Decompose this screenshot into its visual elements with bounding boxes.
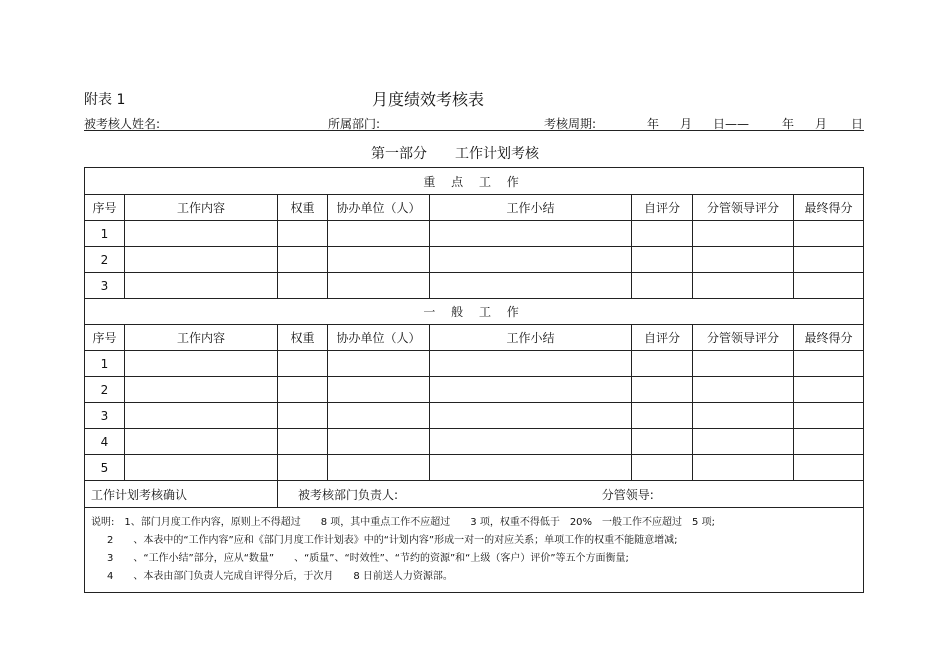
- column-header: 工作内容: [125, 195, 278, 221]
- cell-work-content[interactable]: [125, 455, 278, 481]
- cell-self-score[interactable]: [632, 221, 693, 247]
- column-header: 权重: [278, 325, 328, 351]
- table-row: [85, 273, 864, 299]
- cell-work-content[interactable]: [125, 351, 278, 377]
- cell-final-score[interactable]: [794, 247, 864, 273]
- row-number: 1: [85, 221, 125, 247]
- table-row: [85, 403, 864, 429]
- cell-work-content[interactable]: [125, 377, 278, 403]
- confirmation-row: [85, 481, 864, 508]
- column-header: 最终得分: [794, 195, 864, 221]
- column-header: 自评分: [632, 325, 693, 351]
- row-number: 3: [85, 403, 125, 429]
- cell-weight[interactable]: [278, 377, 328, 403]
- row-number: 5: [85, 455, 125, 481]
- cell-self-score[interactable]: [632, 351, 693, 377]
- note-line: 3 、“工作小结”部分，应从“数量” 、“质量”、“时效性”、“节约的资源”和“上级（客户）评价”等五个方面衡量;: [107, 553, 629, 564]
- cell-final-score[interactable]: [794, 377, 864, 403]
- cell-assist-unit[interactable]: [328, 351, 430, 377]
- notes-cell: [85, 508, 864, 593]
- cell-assist-unit[interactable]: [328, 455, 430, 481]
- period-month-2: 月: [815, 117, 828, 131]
- period-day-2: 日: [851, 117, 864, 131]
- cell-assist-unit[interactable]: [328, 273, 430, 299]
- cell-weight[interactable]: [278, 455, 328, 481]
- row-number: 2: [85, 247, 125, 273]
- cell-self-score[interactable]: [632, 429, 693, 455]
- cell-work-content[interactable]: [125, 273, 278, 299]
- attachment-label: 附表 1: [84, 92, 126, 108]
- key-work-heading: 重 点 工 作: [85, 168, 864, 195]
- table-row: [85, 429, 864, 455]
- department-label: 所属部门:: [328, 117, 381, 131]
- cell-assist-unit[interactable]: [328, 221, 430, 247]
- column-header: 工作小结: [430, 325, 632, 351]
- period-year-1: 年: [647, 117, 660, 131]
- cell-self-score[interactable]: [632, 273, 693, 299]
- cell-leader-score[interactable]: [693, 377, 794, 403]
- cell-assist-unit[interactable]: [328, 403, 430, 429]
- period-day-1: 日——: [713, 117, 750, 131]
- column-header: 最终得分: [794, 325, 864, 351]
- section-title: 第一部分 工作计划考核: [371, 146, 539, 162]
- note-line: 2 、本表中的“工作内容”应和《部门月度工作计划表》中的“计划内容”形成一对一的对应关系；单项工作的权重不能随意增减;: [107, 535, 678, 546]
- cell-summary[interactable]: [430, 221, 632, 247]
- info-underline: [84, 130, 864, 131]
- cell-summary[interactable]: [430, 247, 632, 273]
- leader-signature-label: 分管领导:: [601, 487, 654, 502]
- column-header: 分管领导评分: [693, 195, 794, 221]
- cell-leader-score[interactable]: [693, 247, 794, 273]
- period-label: 考核周期:: [544, 117, 597, 131]
- cell-self-score[interactable]: [632, 377, 693, 403]
- table-row: [85, 455, 864, 481]
- cell-final-score[interactable]: [794, 221, 864, 247]
- cell-weight[interactable]: [278, 351, 328, 377]
- column-header: 分管领导评分: [693, 325, 794, 351]
- column-header: 序号: [85, 325, 125, 351]
- table-row: [85, 221, 864, 247]
- column-header: 工作小结: [430, 195, 632, 221]
- cell-work-content[interactable]: [125, 403, 278, 429]
- cell-leader-score[interactable]: [693, 273, 794, 299]
- cell-summary[interactable]: [430, 273, 632, 299]
- cell-assist-unit[interactable]: [328, 247, 430, 273]
- cell-weight[interactable]: [278, 273, 328, 299]
- confirm-label: 工作计划考核确认: [91, 487, 188, 502]
- signature-cell[interactable]: [278, 481, 864, 508]
- period-month-1: 月: [680, 117, 693, 131]
- column-header: 协办单位（人）: [328, 195, 430, 221]
- cell-self-score[interactable]: [632, 403, 693, 429]
- cell-assist-unit[interactable]: [328, 429, 430, 455]
- cell-work-content[interactable]: [125, 429, 278, 455]
- column-header: 权重: [278, 195, 328, 221]
- cell-weight[interactable]: [278, 221, 328, 247]
- cell-work-content[interactable]: [125, 247, 278, 273]
- row-number: 3: [85, 273, 125, 299]
- table-row: [85, 377, 864, 403]
- row-number: 2: [85, 377, 125, 403]
- cell-leader-score[interactable]: [693, 455, 794, 481]
- cell-final-score[interactable]: [794, 351, 864, 377]
- cell-summary[interactable]: [430, 403, 632, 429]
- row-number: 4: [85, 429, 125, 455]
- cell-summary[interactable]: [430, 429, 632, 455]
- cell-summary[interactable]: [430, 377, 632, 403]
- cell-summary[interactable]: [430, 351, 632, 377]
- confirm-label-cell: [85, 481, 278, 508]
- cell-final-score[interactable]: [794, 403, 864, 429]
- cell-leader-score[interactable]: [693, 221, 794, 247]
- cell-leader-score[interactable]: [693, 403, 794, 429]
- note-line: 4 、本表由部门负责人完成自评得分后，于次月 8 日前送人力资源部。: [107, 571, 453, 582]
- column-header: 序号: [85, 195, 125, 221]
- cell-work-content[interactable]: [125, 221, 278, 247]
- cell-weight[interactable]: [278, 247, 328, 273]
- table-row: [85, 247, 864, 273]
- notes-row: [85, 508, 864, 593]
- form-title: 月度绩效考核表: [372, 90, 485, 109]
- period-year-2: 年: [782, 117, 795, 131]
- cell-self-score[interactable]: [632, 455, 693, 481]
- dept-head-signature-label: 被考核部门负责人:: [298, 487, 399, 502]
- cell-self-score[interactable]: [632, 247, 693, 273]
- table-row: [85, 351, 864, 377]
- cell-final-score[interactable]: [794, 429, 864, 455]
- cell-weight[interactable]: [278, 403, 328, 429]
- note-line: 说明: 1、部门月度工作内容，原则上不得超过 8 项，其中重点工作不应超过 3 项，权重不得低于 20% 一般工作不应超过 5 项;: [91, 517, 715, 528]
- cell-final-score[interactable]: [794, 455, 864, 481]
- cell-final-score[interactable]: [794, 273, 864, 299]
- column-header: 工作内容: [125, 325, 278, 351]
- column-header: 协办单位（人）: [328, 325, 430, 351]
- assessment-table: [84, 167, 864, 593]
- row-number: 1: [85, 351, 125, 377]
- column-header: 自评分: [632, 195, 693, 221]
- cell-assist-unit[interactable]: [328, 377, 430, 403]
- assessee-name-label: 被考核人姓名:: [84, 117, 161, 131]
- cell-leader-score[interactable]: [693, 429, 794, 455]
- general-work-heading: 一 般 工 作: [85, 299, 864, 325]
- cell-leader-score[interactable]: [693, 351, 794, 377]
- cell-weight[interactable]: [278, 429, 328, 455]
- cell-summary[interactable]: [430, 455, 632, 481]
